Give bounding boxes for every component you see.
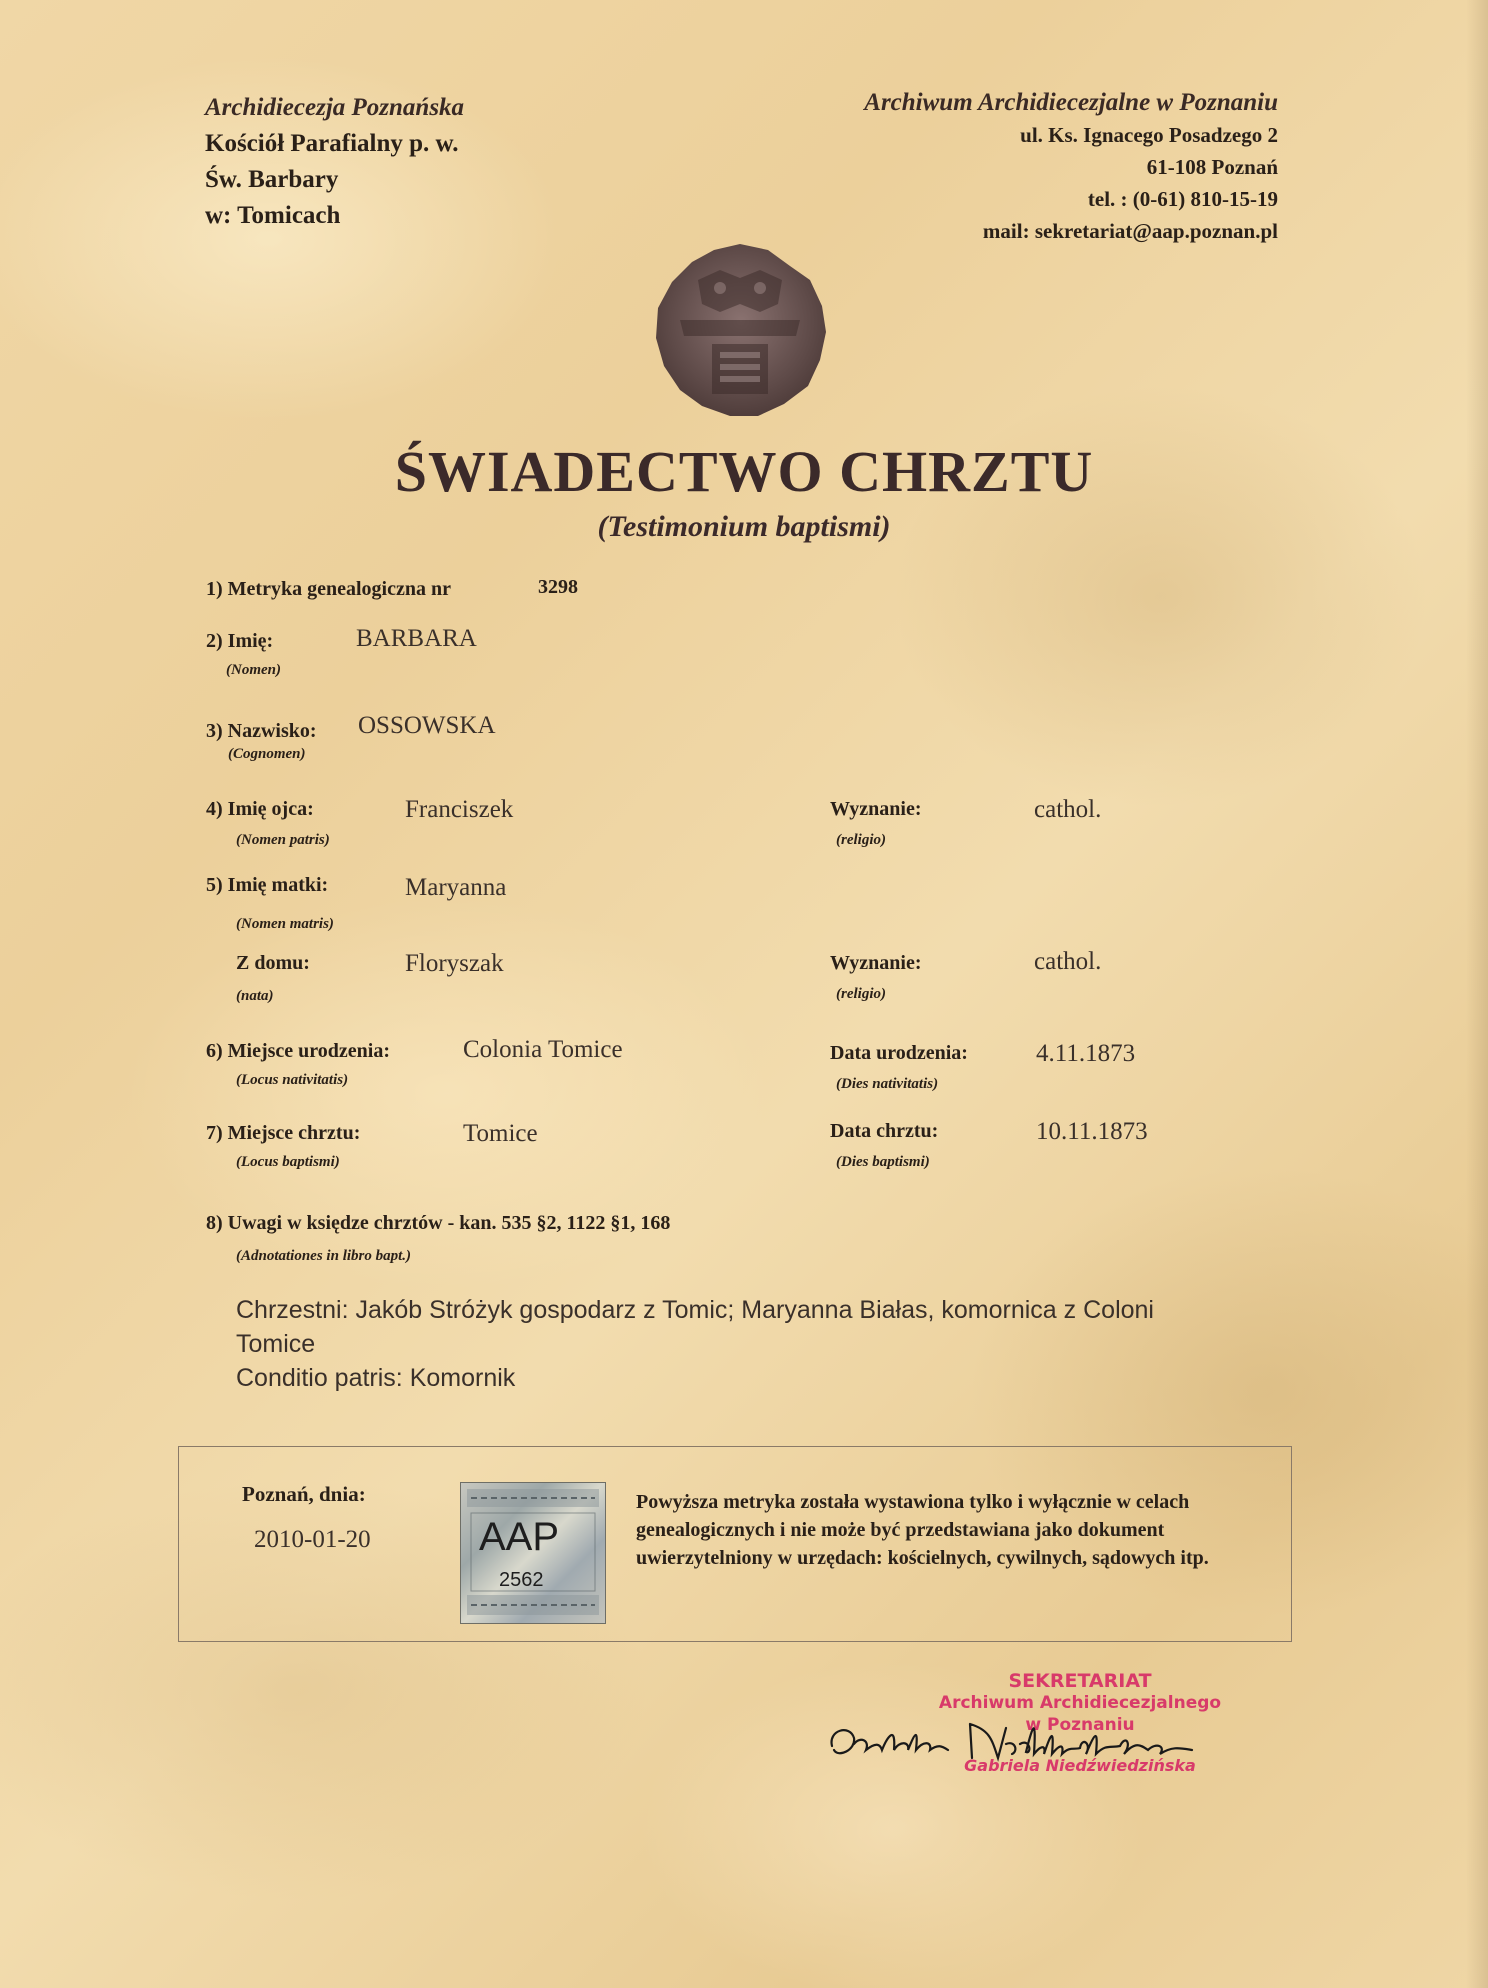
first-name-label: 2) Imię: — [206, 630, 274, 652]
archive-email: mail: sekretariat@aap.poznan.pl — [982, 219, 1278, 243]
stamp-line-3: w Poznaniu — [1025, 1715, 1135, 1735]
archive-street: ul. Ks. Ignacego Posadzego 2 — [1020, 123, 1278, 147]
remarks-notes — [236, 1293, 1266, 1395]
mother-name-value: Maryanna — [405, 874, 507, 901]
maiden-name-label: Z domu: — [236, 952, 310, 974]
father-name-latin: (Nomen patris) — [236, 832, 330, 848]
mother-religion-value: cathol. — [1034, 948, 1102, 975]
father-condition-line: Conditio patris: Komornik — [236, 1364, 516, 1392]
stamp-signatory-name: Gabriela Niedźwiedzińska — [964, 1756, 1196, 1775]
parish-location: w: Tomicach — [205, 202, 341, 229]
document-title: ŚWIADECTWO CHRZTU — [394, 439, 1094, 504]
surname-latin: (Cognomen) — [228, 746, 306, 762]
birthplace-value: Colonia Tomice — [463, 1036, 623, 1063]
baptism-date-label: Data chrztu: — [830, 1120, 939, 1142]
baptism-place-value: Tomice — [463, 1120, 538, 1147]
baptism-date-value: 10.11.1873 — [1036, 1118, 1148, 1145]
archive-name: Archiwum Archidiecezjalne w Poznaniu — [864, 89, 1278, 116]
hologram-number: 2562 — [499, 1569, 544, 1591]
father-religion-latin: (religio) — [836, 832, 886, 848]
birth-date-label: Data urodzenia: — [830, 1042, 968, 1064]
mother-name-latin: (Nomen matris) — [236, 916, 334, 932]
first-name-value: BARBARA — [356, 625, 477, 652]
header-right — [864, 87, 1278, 247]
first-name-latin: (Nomen) — [226, 662, 281, 678]
godparents-line-cont: Tomice — [236, 1330, 316, 1358]
baptism-place-latin: (Locus baptismi) — [236, 1154, 340, 1170]
paper-edge — [1466, 0, 1488, 1988]
baptism-place-label: 7) Miejsce chrztu: — [206, 1122, 361, 1144]
father-name-value: Franciszek — [405, 796, 514, 823]
archdiocese-name: Archidiecezja Poznańska — [205, 94, 465, 121]
godparents-line: Chrzestni: Jakób Stróżyk gospodarz z Tomic; Maryanna Białas, komornica z Coloni — [236, 1296, 1154, 1324]
father-religion-label: Wyznanie: — [830, 798, 922, 820]
genealogy-disclaimer: Powyższa metryka została wystawiona tylko i wyłącznie w celach genealogicznych i nie może być przedstawiana jako dokument uwierzytelniony w urzędach: kościelnych, cywilnych, sądowych itp. — [636, 1491, 1209, 1569]
issue-place-label: Poznań, dnia: — [242, 1482, 366, 1506]
document-subtitle: (Testimonium baptismi) — [597, 510, 891, 543]
birth-date-value: 4.11.1873 — [1036, 1040, 1136, 1067]
record-number-label: 1) Metryka genealogiczna nr — [206, 578, 451, 600]
baptism-date-latin: (Dies baptismi) — [836, 1154, 930, 1170]
surname-label: 3) Nazwisko: — [206, 720, 317, 742]
father-religion-value: cathol. — [1034, 796, 1102, 823]
maiden-name-latin: (nata) — [236, 988, 274, 1004]
remarks-label: 8) Uwagi w księdze chrztów - kan. 535 §2, 1122 §1, 168 — [206, 1212, 671, 1234]
issue-date: 2010-01-20 — [254, 1526, 371, 1553]
hologram-sticker — [460, 1482, 606, 1624]
surname-value: OSSOWSKA — [358, 712, 496, 739]
birth-date-latin: (Dies nativitatis) — [836, 1076, 939, 1092]
stamp-line-1: SEKRETARIAT — [1008, 1670, 1152, 1692]
mother-religion-label: Wyznanie: — [830, 952, 922, 974]
archive-phone: tel. : (0-61) 810-15-19 — [1087, 187, 1278, 211]
stamp-line-2: Archiwum Archidiecezjalnego — [938, 1693, 1222, 1713]
maiden-name-value: Floryszak — [405, 950, 504, 977]
mother-name-label: 5) Imię matki: — [206, 874, 329, 896]
remarks-latin: (Adnotationes in libro bapt.) — [236, 1248, 412, 1264]
hologram-text: AAP — [479, 1515, 560, 1559]
parish-church: Kościół Parafialny p. w. — [205, 130, 459, 157]
parish-patron: Św. Barbary — [205, 166, 339, 193]
mother-religion-latin: (religio) — [836, 986, 886, 1002]
father-name-label: 4) Imię ojca: — [206, 798, 314, 820]
record-number-value: 3298 — [538, 576, 578, 598]
birthplace-latin: (Locus nativitatis) — [236, 1072, 349, 1088]
birthplace-label: 6) Miejsce urodzenia: — [206, 1040, 391, 1062]
header-left — [205, 90, 464, 234]
archdiocese-seal-icon — [650, 240, 830, 420]
archive-postal: 61-108 Poznań — [1146, 155, 1278, 179]
